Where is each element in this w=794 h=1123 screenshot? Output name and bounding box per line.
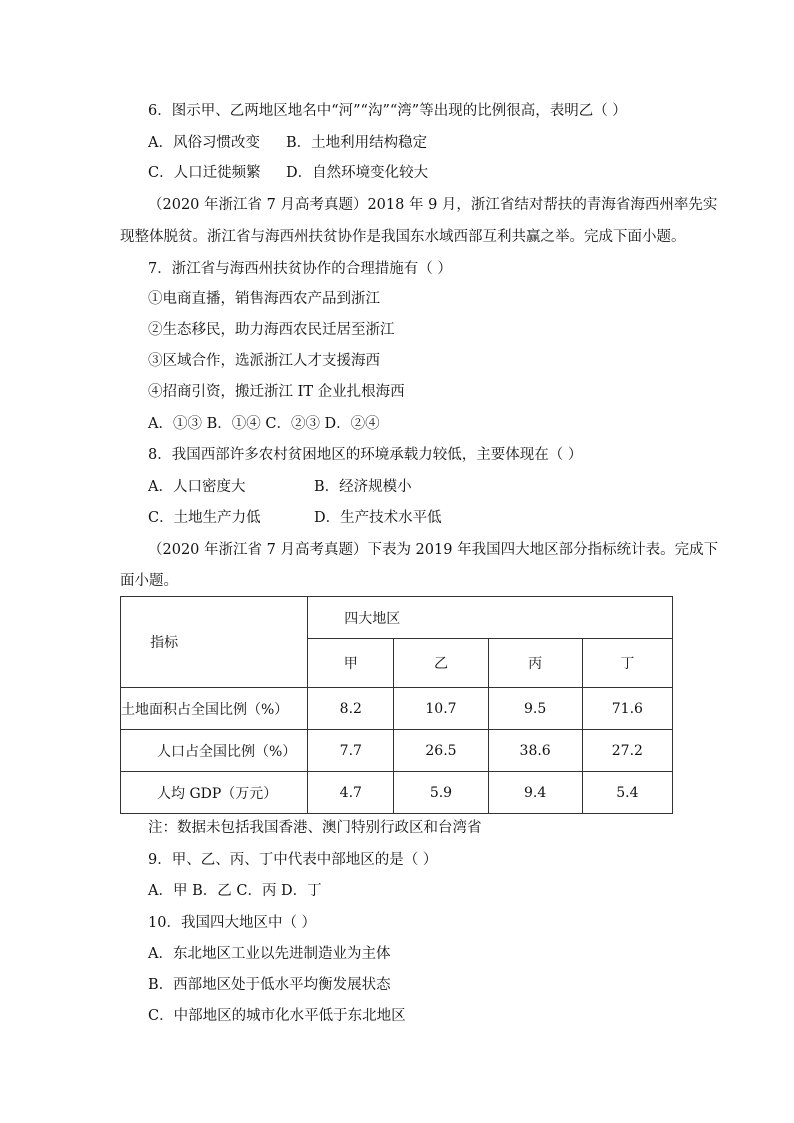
table-cell: 9.4 <box>488 772 582 814</box>
q8-option-a: A．人口密度大 <box>148 479 246 495</box>
table-cell: 26.5 <box>394 730 488 772</box>
q6-option-a: A．风俗习惯改变 <box>148 135 260 151</box>
table-cell: 27.2 <box>582 730 672 772</box>
q7-stem: 7．浙江省与海西州扶贫协作的合理措施有（ ） <box>148 261 452 277</box>
table-row <box>121 772 673 814</box>
q8-option-d: D．生产技术水平低 <box>314 510 442 526</box>
table-row <box>121 688 673 730</box>
row-label-land: 土地面积占全国比例（%） <box>121 701 289 718</box>
q9-stem: 9．甲、乙、丙、丁中代表中部地区的是（ ） <box>148 852 438 868</box>
q10-option-c: C．中部地区的城市化水平低于东北地区 <box>148 1008 406 1024</box>
table-col-yi: 乙 <box>394 639 488 688</box>
q6-option-b: B．土地利用结构稳定 <box>286 135 428 151</box>
table-note: 注：数据未包括我国香港、澳门特别行政区和台湾省 <box>148 820 482 836</box>
table-cell: 4.7 <box>308 772 394 814</box>
q9-options: A．甲 B．乙 C．丙 D．丁 <box>148 883 322 899</box>
table-header-index <box>121 597 308 688</box>
table-cell: 8.2 <box>308 688 394 730</box>
table-header-row <box>121 597 673 639</box>
table-cell: 38.6 <box>488 730 582 772</box>
q8-option-b: B．经济规模小 <box>314 479 412 495</box>
row-label-population: 人口占全国比例（%） <box>157 743 297 760</box>
q10-option-b: B．西部地区处于低水平均衡发展状态 <box>148 977 391 993</box>
q7-item-1: ①电商直播，销售海西农产品到浙江 <box>148 291 380 307</box>
table-cell: 9.5 <box>488 688 582 730</box>
table-cell: 10.7 <box>394 688 488 730</box>
passage2-line2: 面小题。 <box>120 573 178 589</box>
q6-option-d: D．自然环境变化较大 <box>286 165 429 181</box>
table-row <box>121 730 673 772</box>
table-row-label <box>121 730 308 772</box>
passage1-line1: （2020 年浙江省 7 月高考真题）2018 年 9 月，浙江省结对帮扶的青海省海西州率先实 <box>148 197 718 213</box>
passage2-line1: （2020 年浙江省 7 月高考真题）下表为 2019 年我国四大地区部分指标统计表。完成下 <box>148 542 719 558</box>
q7-item-4: ④招商引资，搬迁浙江 IT 企业扎根海西 <box>148 384 405 400</box>
q7-item-3: ③区域合作，选派浙江人才支援海西 <box>148 353 380 369</box>
q6-option-c: C．人口迁徙频繁 <box>148 165 261 181</box>
q8-option-c: C．土地生产力低 <box>148 510 261 526</box>
table-cell: 7.7 <box>308 730 394 772</box>
q10-stem: 10．我国四大地区中（ ） <box>148 915 317 931</box>
statistics-table <box>120 596 673 814</box>
table-col-jia: 甲 <box>308 639 394 688</box>
table-header-index-label: 指标 <box>150 635 179 651</box>
q7-options: A．①③ B．①④ C．②③ D．②④ <box>148 416 380 432</box>
table-col-ding: 丁 <box>582 639 672 688</box>
q10-option-a: A．东北地区工业以先进制造业为主体 <box>148 946 391 962</box>
table-cell: 5.4 <box>582 772 672 814</box>
table-cell: 5.9 <box>394 772 488 814</box>
table-col-bing: 丙 <box>488 639 582 688</box>
q8-stem: 8．我国西部许多农村贫困地区的环境承载力较低，主要体现在（ ） <box>148 447 583 463</box>
q6-stem: 6．图示甲、乙两地区地名中“河”“沟”“湾”等出现的比例很高，表明乙（ ） <box>148 103 627 119</box>
table-row-label <box>121 688 308 730</box>
q7-item-2: ②生态移民，助力海西农民迁居至浙江 <box>148 322 395 338</box>
table-row-label <box>121 772 308 814</box>
passage1-line2: 现整体脱贫。浙江省与海西州扶贫协作是我国东水域西部互利共赢之举。完成下面小题。 <box>120 229 686 245</box>
table-header-group: 四大地区 <box>308 597 673 639</box>
table-cell: 71.6 <box>582 688 672 730</box>
row-label-gdp: 人均 GDP（万元） <box>157 785 278 802</box>
